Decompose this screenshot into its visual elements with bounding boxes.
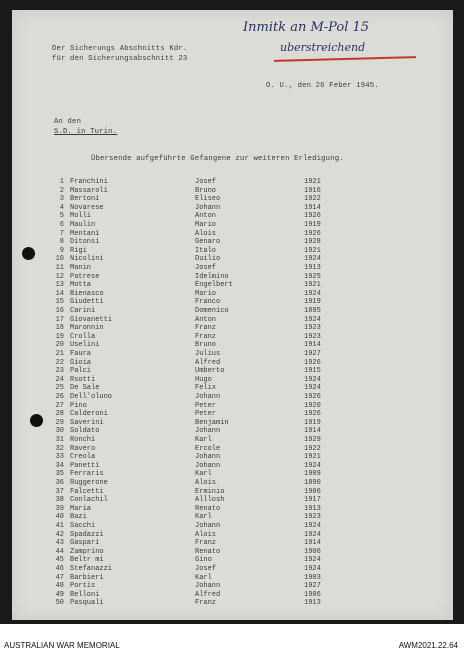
archive-footer — [0, 624, 464, 653]
prisoner-first-name: Anton — [195, 315, 217, 324]
prisoner-surname: Ravero — [70, 444, 96, 453]
prisoner-row — [12, 539, 453, 548]
prisoner-first-name: Ercole — [195, 444, 221, 453]
prisoner-number: 1 — [59, 178, 64, 186]
prisoner-surname: Spadazzi — [70, 530, 104, 539]
prisoner-surname: Pasquali — [70, 599, 104, 608]
prisoner-birth-year: 1921 — [304, 246, 321, 255]
prisoner-birth-year: 1926 — [304, 212, 321, 221]
prisoner-first-name: Karl — [195, 513, 212, 522]
prisoner-number: 38 — [55, 496, 64, 505]
prisoner-first-name: Josef — [195, 178, 217, 186]
prisoner-first-name: Karl — [195, 436, 212, 444]
prisoner-row — [12, 264, 453, 273]
prisoner-birth-year: 1921 — [304, 178, 321, 186]
handwritten-annotation-line-2: uberstreichend — [280, 41, 366, 54]
prisoner-row — [12, 522, 453, 531]
prisoner-row — [12, 230, 453, 239]
prisoner-row — [12, 221, 453, 230]
prisoner-first-name: Johann — [195, 203, 221, 212]
prisoner-first-name: Erminio — [195, 487, 225, 496]
prisoner-number: 22 — [55, 358, 64, 367]
prisoner-surname: Stefanazzi — [70, 565, 113, 573]
prisoner-first-name: Josef — [195, 565, 217, 573]
prisoner-row — [12, 410, 453, 419]
prisoner-row — [12, 341, 453, 350]
prisoner-number: 26 — [55, 393, 64, 401]
prisoner-first-name: Johann — [195, 461, 221, 470]
prisoner-surname: Zamprino — [70, 547, 104, 556]
prisoner-first-name: Genaro — [195, 238, 221, 247]
prisoner-row — [12, 247, 453, 256]
prisoner-first-name: Franz — [195, 599, 217, 608]
prisoner-number: 4 — [59, 203, 64, 212]
subject-line: Übersende aufgeführte Gefangene zur weiteren Erledigung. — [91, 155, 344, 163]
place-date: O. U., den 26 Feber 1945. — [266, 82, 379, 90]
prisoner-surname: Nicolini — [70, 255, 104, 264]
prisoner-birth-year: 1913 — [304, 264, 321, 272]
prisoner-birth-year: 1924 — [304, 384, 321, 393]
prisoner-birth-year: 1909 — [304, 470, 321, 479]
prisoner-row — [12, 556, 453, 565]
recipient-line-1: An den — [54, 118, 82, 126]
prisoner-birth-year: 1916 — [304, 186, 321, 195]
prisoner-number: 18 — [55, 324, 64, 333]
prisoner-first-name: Engelbert — [195, 281, 233, 290]
footer-institution: AUSTRALIAN WAR MEMORIAL — [4, 641, 120, 650]
prisoner-first-name: Bruno — [195, 341, 217, 350]
prisoner-birth-year: 1926 — [304, 393, 321, 401]
prisoner-surname: De Sale — [70, 384, 100, 393]
sender-line-1: Der Sicherungs Abschnitts Kdr. — [52, 45, 188, 53]
prisoner-birth-year: 1895 — [304, 307, 321, 315]
prisoner-surname: Maulin — [70, 221, 96, 229]
prisoner-birth-year: 1927 — [304, 350, 321, 358]
prisoner-birth-year: 1927 — [304, 582, 321, 591]
prisoner-number: 24 — [55, 375, 64, 384]
prisoner-birth-year: 1903 — [304, 573, 321, 582]
prisoner-first-name: Johann — [195, 427, 221, 436]
prisoner-number: 49 — [55, 590, 64, 599]
prisoner-row — [12, 574, 453, 583]
red-underline — [274, 56, 416, 62]
prisoner-row — [12, 548, 453, 557]
prisoner-number: 27 — [55, 401, 64, 410]
prisoner-row — [12, 591, 453, 600]
prisoner-row — [12, 324, 453, 333]
prisoner-number: 20 — [55, 341, 64, 350]
punch-hole-upper — [22, 247, 35, 260]
prisoner-surname: Novarese — [70, 203, 104, 212]
prisoner-row — [12, 565, 453, 574]
prisoner-surname: Conlachil — [70, 496, 108, 505]
prisoner-birth-year: 1924 — [304, 522, 321, 530]
prisoner-birth-year: 1917 — [304, 496, 321, 505]
prisoner-first-name: Johann — [195, 582, 221, 591]
prisoner-first-name: Renato — [195, 504, 221, 513]
document-page — [12, 10, 453, 620]
prisoner-number: 6 — [59, 221, 64, 229]
prisoner-row — [12, 273, 453, 282]
prisoner-row — [12, 367, 453, 376]
prisoner-surname: Dell'oluno — [70, 393, 113, 401]
prisoner-surname: Maronnin — [70, 324, 104, 333]
prisoner-number: 37 — [55, 487, 64, 496]
prisoner-number: 34 — [55, 461, 64, 470]
prisoner-first-name: Peter — [195, 410, 217, 419]
prisoner-row — [12, 599, 453, 608]
prisoner-birth-year: 1922 — [304, 444, 321, 453]
prisoner-row — [12, 359, 453, 368]
sender-line-2: für den Sicherungsabschnitt 23 — [52, 55, 188, 63]
prisoner-surname: Manin — [70, 264, 92, 272]
prisoner-number: 16 — [55, 307, 64, 315]
prisoner-number: 17 — [55, 315, 64, 324]
prisoner-row — [12, 212, 453, 221]
prisoner-row — [12, 436, 453, 445]
prisoner-number: 32 — [55, 444, 64, 453]
prisoner-surname: Ruggerone — [70, 479, 108, 487]
prisoner-surname: Rsotti — [70, 375, 96, 384]
prisoner-first-name: Benjamin — [195, 418, 229, 427]
prisoner-surname: Giudetti — [70, 298, 104, 307]
prisoner-row — [12, 281, 453, 290]
prisoner-birth-year: 1923 — [304, 513, 321, 522]
prisoner-first-name: Anton — [195, 212, 217, 221]
prisoner-surname: Giovanetti — [70, 315, 113, 324]
prisoner-first-name: Idelmino — [195, 272, 229, 281]
prisoner-first-name: Alllosh — [195, 496, 225, 505]
prisoner-birth-year: 1926 — [304, 410, 321, 419]
prisoner-surname: Gaspari — [70, 539, 100, 548]
prisoner-first-name: Domenico — [195, 307, 229, 315]
prisoner-birth-year: 1906 — [304, 487, 321, 496]
prisoner-row — [12, 195, 453, 204]
prisoner-number: 21 — [55, 350, 64, 358]
prisoner-row — [12, 427, 453, 436]
prisoner-surname: Belloni — [70, 590, 100, 599]
prisoner-surname: Creola — [70, 453, 96, 462]
prisoner-first-name: Renato — [195, 547, 221, 556]
prisoner-first-name: Eliseo — [195, 195, 221, 204]
prisoner-surname: Bienasco — [70, 289, 104, 298]
prisoner-row — [12, 187, 453, 196]
prisoner-first-name: Julius — [195, 350, 221, 358]
prisoner-surname: Gioia — [70, 358, 92, 367]
prisoner-number: 7 — [59, 229, 64, 238]
prisoner-first-name: Franz — [195, 324, 217, 333]
prisoner-row — [12, 488, 453, 497]
prisoner-first-name: Alois — [195, 229, 217, 238]
prisoner-birth-year: 1929 — [304, 436, 321, 444]
prisoner-surname: Bertoni — [70, 195, 100, 204]
prisoner-first-name: Franz — [195, 332, 217, 341]
prisoner-row — [12, 307, 453, 316]
prisoner-surname: Falcetti — [70, 487, 104, 496]
prisoner-birth-year: 1919 — [304, 221, 321, 229]
prisoner-row — [12, 316, 453, 325]
prisoner-first-name: Johann — [195, 453, 221, 462]
prisoner-surname: Palci — [70, 367, 92, 376]
prisoner-surname: Calderoni — [70, 410, 108, 419]
prisoner-number: 12 — [55, 272, 64, 281]
prisoner-birth-year: 1914 — [304, 341, 321, 350]
prisoner-first-name: Alfred — [195, 590, 221, 599]
prisoner-number: 44 — [55, 547, 64, 556]
prisoner-row — [12, 505, 453, 514]
prisoner-birth-year: 1924 — [304, 461, 321, 470]
prisoner-birth-year: 1923 — [304, 324, 321, 333]
prisoner-first-name: Duilio — [195, 255, 221, 264]
prisoner-surname: Mentani — [70, 229, 100, 238]
prisoner-number: 8 — [59, 238, 64, 247]
prisoner-birth-year: 1924 — [304, 315, 321, 324]
prisoner-row — [12, 204, 453, 213]
prisoner-surname: Ferraris — [70, 470, 104, 479]
prisoner-number: 46 — [55, 565, 64, 573]
prisoner-first-name: Peter — [195, 401, 217, 410]
prisoner-birth-year: 1924 — [304, 530, 321, 539]
prisoner-row — [12, 419, 453, 428]
prisoner-row — [12, 470, 453, 479]
prisoner-surname: Rigi — [70, 246, 87, 255]
prisoner-birth-year: 1923 — [304, 332, 321, 341]
prisoner-first-name: Alois — [195, 479, 217, 487]
prisoner-first-name: Felix — [195, 384, 217, 393]
prisoner-first-name: Alfred — [195, 358, 221, 367]
prisoner-row — [12, 178, 453, 187]
prisoner-birth-year: 1921 — [304, 281, 321, 290]
prisoner-number: 43 — [55, 539, 64, 548]
prisoner-number: 41 — [55, 522, 64, 530]
prisoner-birth-year: 1914 — [304, 539, 321, 548]
prisoner-first-name: Gino — [195, 556, 212, 565]
prisoner-surname: Saverini — [70, 418, 104, 427]
prisoner-row — [12, 496, 453, 505]
prisoner-first-name: Franz — [195, 539, 217, 548]
prisoner-number: 31 — [55, 436, 64, 444]
prisoner-number: 11 — [55, 264, 64, 272]
prisoner-birth-year: 1924 — [304, 556, 321, 565]
prisoner-surname: Molli — [70, 212, 92, 221]
prisoner-row — [12, 376, 453, 385]
prisoner-row — [12, 402, 453, 411]
prisoner-number: 23 — [55, 367, 64, 376]
prisoner-first-name: Franco — [195, 298, 221, 307]
prisoner-first-name: Italo — [195, 246, 217, 255]
prisoner-first-name: Karl — [195, 573, 212, 582]
prisoner-surname: Pino — [70, 401, 87, 410]
prisoner-row — [12, 445, 453, 454]
prisoner-number: 42 — [55, 530, 64, 539]
prisoner-number: 35 — [55, 470, 64, 479]
prisoner-number: 40 — [55, 513, 64, 522]
prisoner-first-name: Bruno — [195, 186, 217, 195]
prisoner-first-name: Johann — [195, 522, 221, 530]
prisoner-number: 10 — [55, 255, 64, 264]
recipient-line-2: S.D. in Turin. — [54, 128, 118, 136]
prisoner-surname: Motta — [70, 281, 92, 290]
prisoner-row — [12, 479, 453, 488]
prisoner-number: 13 — [55, 281, 64, 290]
prisoner-first-name: Karl — [195, 470, 212, 479]
prisoner-surname: Crolla — [70, 332, 96, 341]
prisoner-surname: Bazi — [70, 513, 87, 522]
prisoner-surname: Portis — [70, 582, 96, 591]
prisoner-surname: Panetti — [70, 461, 100, 470]
prisoner-birth-year: 1926 — [304, 229, 321, 238]
footer-accession-number: AWM2021.22.64 — [398, 641, 458, 650]
prisoner-surname: Uselini — [70, 341, 100, 350]
prisoner-number: 2 — [59, 186, 64, 195]
prisoner-surname: Sacchi — [70, 522, 96, 530]
prisoner-birth-year: 1921 — [304, 453, 321, 462]
prisoner-number: 50 — [55, 599, 64, 608]
prisoner-birth-year: 1919 — [304, 298, 321, 307]
prisoner-surname: Patrese — [70, 272, 100, 281]
prisoner-row — [12, 350, 453, 359]
prisoner-first-name: Alois — [195, 530, 217, 539]
prisoner-row — [12, 513, 453, 522]
prisoner-birth-year: 1914 — [304, 203, 321, 212]
prisoner-first-name: Mario — [195, 221, 217, 229]
prisoner-number: 48 — [55, 582, 64, 591]
prisoner-number: 30 — [55, 427, 64, 436]
prisoner-first-name: Johann — [195, 393, 221, 401]
prisoner-number: 19 — [55, 332, 64, 341]
prisoner-surname: Barbieri — [70, 573, 104, 582]
prisoner-first-name: Mario — [195, 289, 217, 298]
prisoner-birth-year: 1890 — [304, 479, 321, 487]
prisoner-number: 9 — [59, 246, 64, 255]
prisoner-number: 14 — [55, 289, 64, 298]
prisoner-list — [12, 178, 453, 618]
prisoner-surname: Ditonsi — [70, 238, 100, 247]
prisoner-row — [12, 453, 453, 462]
prisoner-number: 39 — [55, 504, 64, 513]
prisoner-row — [12, 531, 453, 540]
prisoner-birth-year: 1915 — [304, 367, 321, 376]
prisoner-number: 28 — [55, 410, 64, 419]
prisoner-birth-year: 1922 — [304, 195, 321, 204]
prisoner-number: 36 — [55, 479, 64, 487]
prisoner-birth-year: 1924 — [304, 565, 321, 573]
prisoner-surname: Massaroli — [70, 186, 108, 195]
prisoner-birth-year: 1914 — [304, 427, 321, 436]
prisoner-surname: Soldato — [70, 427, 100, 436]
prisoner-surname: Maria — [70, 504, 92, 513]
prisoner-first-name: Hugo — [195, 375, 212, 384]
prisoner-birth-year: 1913 — [304, 504, 321, 513]
prisoner-row — [12, 384, 453, 393]
prisoner-row — [12, 298, 453, 307]
prisoner-number: 47 — [55, 573, 64, 582]
prisoner-number: 45 — [55, 556, 64, 565]
prisoner-surname: Faura — [70, 350, 92, 358]
prisoner-number: 33 — [55, 453, 64, 462]
prisoner-birth-year: 1925 — [304, 272, 321, 281]
prisoner-birth-year: 1928 — [304, 238, 321, 247]
prisoner-surname: Franchini — [70, 178, 108, 186]
prisoner-surname: Carini — [70, 307, 96, 315]
prisoner-row — [12, 255, 453, 264]
prisoner-number: 29 — [55, 418, 64, 427]
prisoner-birth-year: 1919 — [304, 418, 321, 427]
prisoner-birth-year: 1924 — [304, 289, 321, 298]
prisoner-number: 15 — [55, 298, 64, 307]
prisoner-row — [12, 333, 453, 342]
prisoner-birth-year: 1906 — [304, 590, 321, 599]
prisoner-surname: Beltr mi — [70, 556, 104, 565]
prisoner-birth-year: 1924 — [304, 375, 321, 384]
prisoner-birth-year: 1906 — [304, 547, 321, 556]
prisoner-row — [12, 290, 453, 299]
handwritten-annotation-line-1: Inmitk an M-Pol 15 — [243, 20, 370, 35]
prisoner-row — [12, 393, 453, 402]
prisoner-surname: Ronchi — [70, 436, 96, 444]
prisoner-birth-year: 1924 — [304, 255, 321, 264]
prisoner-birth-year: 1920 — [304, 401, 321, 410]
prisoner-birth-year: 1926 — [304, 358, 321, 367]
prisoner-first-name: Josef — [195, 264, 217, 272]
prisoner-row — [12, 462, 453, 471]
prisoner-row — [12, 582, 453, 591]
prisoner-first-name: Umberto — [195, 367, 225, 376]
prisoner-number: 5 — [59, 212, 64, 221]
punch-hole-lower — [30, 414, 43, 427]
prisoner-birth-year: 1913 — [304, 599, 321, 608]
prisoner-number: 25 — [55, 384, 64, 393]
prisoner-number: 3 — [59, 195, 64, 204]
prisoner-row — [12, 238, 453, 247]
